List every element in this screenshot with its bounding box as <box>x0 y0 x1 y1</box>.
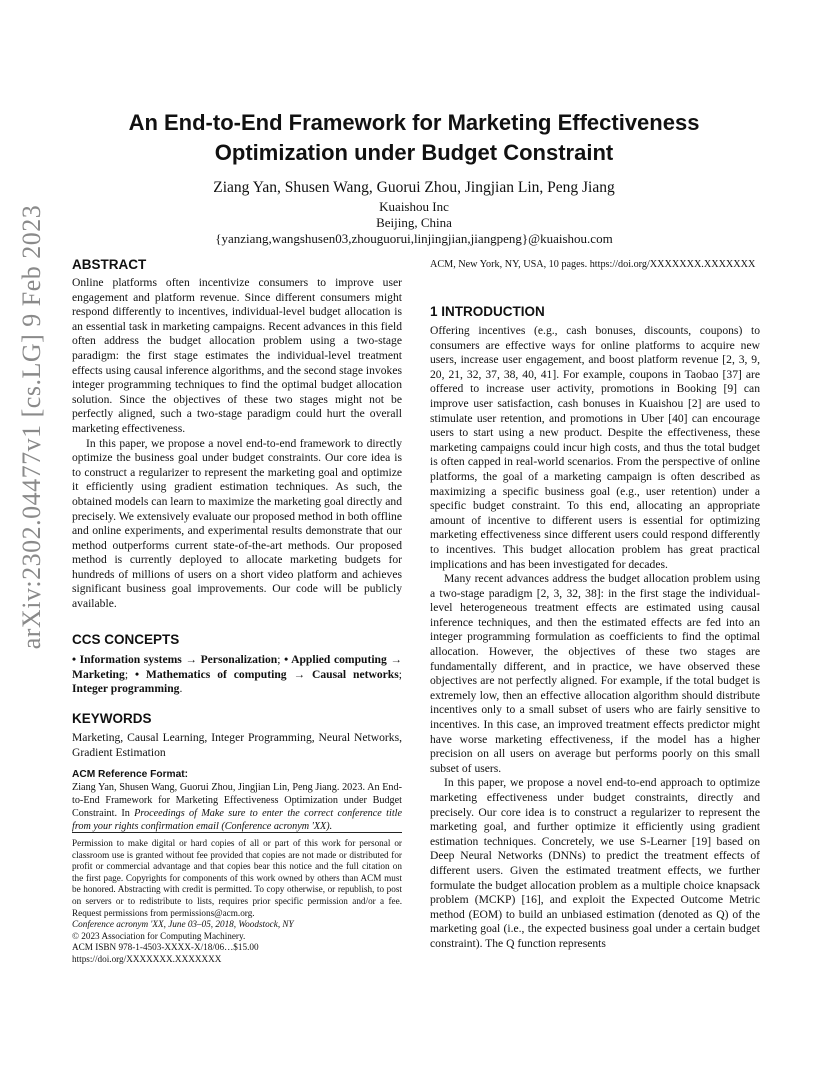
ccs-separator: ; <box>124 667 135 681</box>
ccs-concept-4: Integer programming <box>72 682 180 696</box>
introduction-heading: 1 INTRODUCTION <box>430 304 545 319</box>
acm-reference-heading: ACM Reference Format: <box>72 769 189 780</box>
abstract-paragraph-2: In this paper, we propose a novel end-to-end framework to directly optimize the business goal under budget constraints. Our core idea is to construct a regularizer to represent the marketing goal and optimize it efficiently using gradient estimation techniques. As such, the obtained models can learn to maximize the marketing goal directly and precisely. We extensively evaluate our proposed method in both offline and online experiments, and experimental results demonstrate that our method outperforms current state-of-the-art methods. Our proposed method is currently deployed to allocate marketing budgets for hundreds of millions of users on a short video platform and achieves significant business goal improvements. Our code will be publicly available. <box>72 436 402 611</box>
ccs-separator: ; <box>277 653 285 666</box>
intro-paragraph-2: Many recent advances address the budget allocation problem using a two-stage paradigm [2, 3, 32, 38]: in the first stage the individual-level heterogeneous treatment effects are estimated using causal inference techniques, and then the estimated effects are fed into an integer programming formulation as coefficients to find the optimal allocation. However, the objectives of these two stages are fundamentally different, and in practice, we have observed these objectives are not perfectly aligned. For example, if the total budget is extremely low, then an effective allocation algorithm should distribute incentives only to a small subset of users who are fairly sensitive to incentives. In this case, an improved treatment effects predictor might have worse marketing effectiveness, if the model has a higher precision on all users on average but performs poorly on this small subset of users. <box>430 572 760 775</box>
ccs-concept-3: • Mathematics of computing → Causal networks <box>134 667 399 681</box>
arxiv-identifier: arXiv:2302.04477v1 [cs.LG] 9 Feb 2023 <box>17 204 46 650</box>
abstract-paragraph-1: Online platforms often incentivize consumers to improve user engagement and platform revenue. Since different consumers might respond differently to incentives, individual-level budget allocation is an essential task in marketing campaigns. Recent advances in this field often address the budget allocation problem using a two-stage paradigm: the first stage estimates the individual-level treatment effects using causal inference algorithms, and the second stage invokes integer programming techniques to find the optimal budget allocation solution. Since the objectives of these two stages might not be perfectly aligned, such a two-stage paradigm could hurt the overall marketing effectiveness. <box>72 276 402 435</box>
ccs-heading: CCS CONCEPTS <box>72 632 180 647</box>
acm-reference-tail: ACM, New York, NY, USA, 10 pages. https://doi.org/XXXXXXX.XXXXXXX <box>430 259 756 270</box>
affiliation: Kuaishou Inc <box>379 199 449 214</box>
ccs-separator: ; <box>398 667 402 681</box>
ccs-section <box>72 631 402 697</box>
intro-paragraph-1: Offering incentives (e.g., cash bonuses, discounts, coupons) to consumers are effective ways for online platforms to acquire new users, increase user engagement, and boost platform revenue [2, 3, 9, 20, 21, 32, 37, 38, 40, 41]. For example, coupons in Taobao [37] are offered to increase user activity, promotions in Booking [9] can improve user satisfaction, cash bonuses in Kuaishou [2] are used to stimulate user retention, and promotions in Uber [40] can encourage users to start using a new product. Despite the effectiveness, these marketing campaigns could incur high costs, and thus the total budget is often capped in real-world scenarios. From the perspective of online platforms, the goal of a marketing campaign is often described as maximizing a specific business goal (e.g., user retention) under a specific budget constraint. To this end, allocating an appropriate amount of incentive to different users is essential for optimizing marketing effectiveness since different users could respond differently to incentives. This budget allocation problem has great practical implications and has been investigated for decades. <box>430 324 760 571</box>
permission-notice <box>72 838 402 966</box>
introduction-section <box>430 303 760 952</box>
acm-reference-plain: Ziang Yan, Shusen Wang, Guorui Zhou, Jingjian Lin, Peng Jiang. 2023. An End-to-End Framework for Marketing Effectiveness Optimization under Budget Constraint. In <box>72 782 402 819</box>
ccs-concepts <box>72 653 402 697</box>
footnote-rule <box>72 832 402 833</box>
keywords-heading: KEYWORDS <box>72 711 152 726</box>
acm-reference-italic: Proceedings of Make sure to enter the correct conference title from your rights confirmation email (Conference acronym 'XX). <box>72 808 403 832</box>
title-line-2: Optimization under Budget Constraint <box>214 140 614 165</box>
keywords-text: Marketing, Causal Learning, Integer Programming, Neural Networks, Gradient Estimation <box>72 731 402 759</box>
ccs-concept-1: • Information systems → Personalization <box>72 653 278 666</box>
permission-text: Permission to make digital or hard copies of all or part of this work for personal or classroom use is granted without fee provided that copies are not made or distributed for profit or commercial advantage and that copies bear this notice and the full citation on the first page. Copyrights for components of this work owned by others than ACM must be honored. Abstracting with credit is permitted. To copy otherwise, or republish, to post on servers or to redistribute to lists, requires prior specific permission and/or a fee. Request permissions from permissions@acm.org. <box>72 838 402 918</box>
title-line-1: An End-to-End Framework for Marketing Effectiveness <box>128 110 700 135</box>
acm-reference-text <box>72 781 402 833</box>
doi-line: https://doi.org/XXXXXXX.XXXXXXX <box>72 953 222 964</box>
ccs-separator: . <box>179 682 183 696</box>
author-emails: {yanziang,wangshusen03,zhouguorui,linjingjian,jiangpeng}@kuaishou.com <box>215 231 613 246</box>
abstract-section <box>72 256 402 612</box>
intro-paragraph-3: In this paper, we propose a novel end-to-end approach to optimize marketing effectiveness under budget constraints, directly and precisely. Our core idea is to construct a regularizer to represent the marketing goal, and further optimize it efficiently using gradient estimation techniques. Concretely, we use S-Learner [19] based on Deep Neural Networks (DNNs) to predict the treatment effects of different users. Given the estimated treatment effects, we further formulate the budget allocation problem as a multiple choice knapsack problem (MCKP) [16], and exploit the Expected Outcome Metric method (EOM) to build an unbiased estimation (denoted as Q) of the marketing goal (i.e., the expected business goal under a certain budget constraint). The Q function represents <box>430 776 760 950</box>
paper-title <box>60 108 768 168</box>
ccs-concept-2: • Applied computing → Marketing <box>72 653 402 681</box>
abstract-heading: ABSTRACT <box>72 257 147 272</box>
keywords-section <box>72 710 402 760</box>
copyright-line: © 2023 Association for Computing Machinery. <box>72 930 246 941</box>
conference-info: Conference acronym 'XX, June 03–05, 2018, Woodstock, NY <box>72 919 294 930</box>
acm-reference <box>72 768 402 833</box>
acm-reference-continuation <box>430 258 760 271</box>
authors: Ziang Yan, Shusen Wang, Guorui Zhou, Jingjian Lin, Peng Jiang <box>213 179 615 196</box>
location: Beijing, China <box>376 215 452 230</box>
isbn-line: ACM ISBN 978-1-4503-XXXX-X/18/06…$15.00 <box>72 942 259 953</box>
